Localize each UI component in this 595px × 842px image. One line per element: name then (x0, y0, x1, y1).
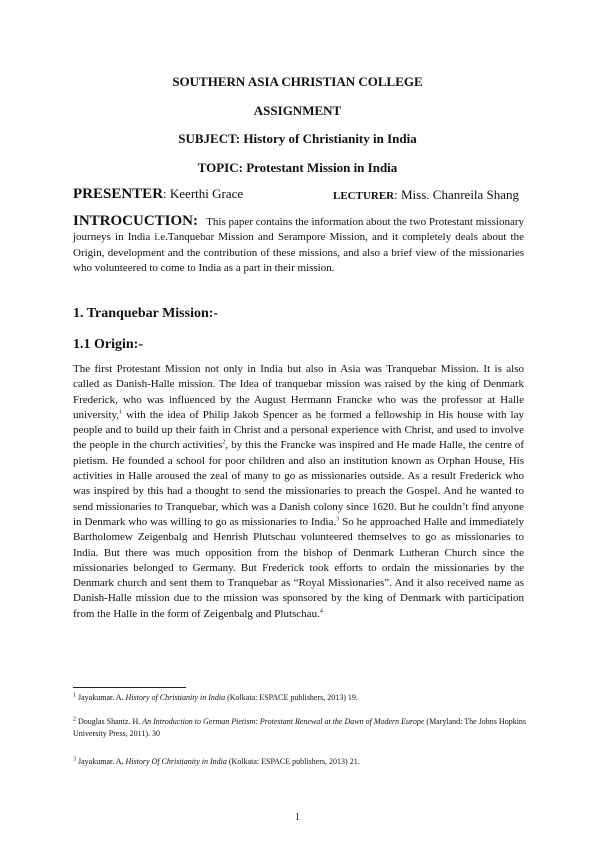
presenter-label: PRESENTER (73, 186, 164, 202)
lecturer-block (333, 187, 519, 203)
section-heading: 1. Tranquebar Mission:- (73, 306, 219, 321)
footnote-author: Douglas Shantz. H. (76, 717, 143, 726)
footnote-2 (73, 716, 528, 740)
footnote-number: 2 (73, 716, 76, 723)
introduction-text: This paper contains the information about the two Protestant missionary journeys in India i.e.Tanquebar Mission and Serampore Mission, and it completely deals about the Origin, development and the contribution of these missions, and also a brief view of the missionaries who volunteered to come to India as a part in their mission. (73, 216, 524, 275)
introduction-paragraph (73, 214, 524, 277)
footnote-ref-3[interactable]: 3 (336, 516, 340, 523)
footnote-1 (73, 692, 528, 704)
footnote-ref-2[interactable]: 2 (222, 439, 226, 446)
subsection-heading: 1.1 Origin:- (73, 337, 143, 352)
footnote-title: An Introduction to German Pietism: Protestant Renewal at the Dawn of Modern Europe (142, 717, 425, 726)
footnote-publisher: (Maryland: The Johns Hopkins University Press, 2011). 30 (73, 717, 527, 738)
footnote-author: Jayakumar. A. (76, 693, 126, 702)
footnote-number: 1 (73, 692, 76, 699)
subject-line: SUBJECT: History of Christianity in India (178, 131, 417, 146)
body-paragraph (73, 362, 524, 622)
body-text-2: with the idea of Philip Jakob Spencer as he formed a fellowship in His house with lay people and to build up their faith in Christ and a personal experience with Christ, and used to involve the people in the church activities (73, 408, 524, 452)
page-number: 1 (295, 812, 300, 823)
footnote-separator (73, 687, 186, 688)
footnote-author: Jayakumar. A, (76, 757, 126, 766)
topic-line: TOPIC: Protestant Mission in India (197, 160, 398, 175)
lecturer-label: LECTURER (333, 190, 395, 202)
lecturer-name: : Miss. Chanreila Shang (394, 187, 520, 202)
footnote-title: History of Christianity in India (125, 693, 226, 702)
body-text-1: The first Protestant Mission not only in India but also in Asia was Tranquebar Mission. It is also called as Danish-Halle mission. The Idea of tranquebar mission was raised by the king of Denmark Frederick, who was influenced by the August Hermann Francke who was the professor at Halle university, (73, 363, 524, 421)
footnote-ref-1[interactable]: 1 (119, 409, 123, 416)
footnote-number: 3 (73, 756, 76, 763)
assignment-title: ASSIGNMENT (253, 103, 342, 118)
footnote-3 (73, 756, 528, 768)
institution-title: SOUTHERN ASIA CHRISTIAN COLLEGE (172, 74, 423, 89)
presenter-name: : Keerthi Grace (163, 186, 244, 201)
presenter-line (73, 186, 523, 203)
body-text-3: , by this the Francke was inspired and He made Halle, the centre of pietism. He founded a school for poor children and also an institution known as Orphan House, His activities in Halle aroused the zeal of many to go as missionaries outside. As a result Frederick who was inspired by this had a thought to send the missionaries to preach the Gospel. And he wanted to send missionaries to Tranquebar, which was a Danish colony since 1620. But he couldn’t find anyone in Denmark who was willing to go as missionaries to India. (73, 439, 525, 528)
body-text-4: So he approached Halle and immediately Bartholomew Zeigenbalg and Henrish Plutschau volunteered themselves to go as missionaries to India. But there was much opposition from the bishop of Denmark Lutheran Church since the missionaries belonged to Germany. But Frederick took efforts to ordain the missionaries by the Denmark church and sent them to Tranquebar as “Royal Missionaries”. And it also received name as Danish-Halle mission due to the mission was sponsored by the king of Denmark with participation from the Halle in the form of Zeigenbalg and Plutschau. (73, 515, 525, 620)
footnote-publisher: (Kolkata: ESPACE publishers, 2013) 19. (225, 693, 358, 702)
footnote-publisher: (Kolkata: ESPACE publishers, 2013) 21. (226, 757, 360, 766)
introduction-label: INTROCUCTION: (73, 213, 199, 229)
footnote-title: History Of Christianity in India (125, 757, 227, 766)
footnote-ref-4[interactable]: 4 (319, 608, 323, 615)
